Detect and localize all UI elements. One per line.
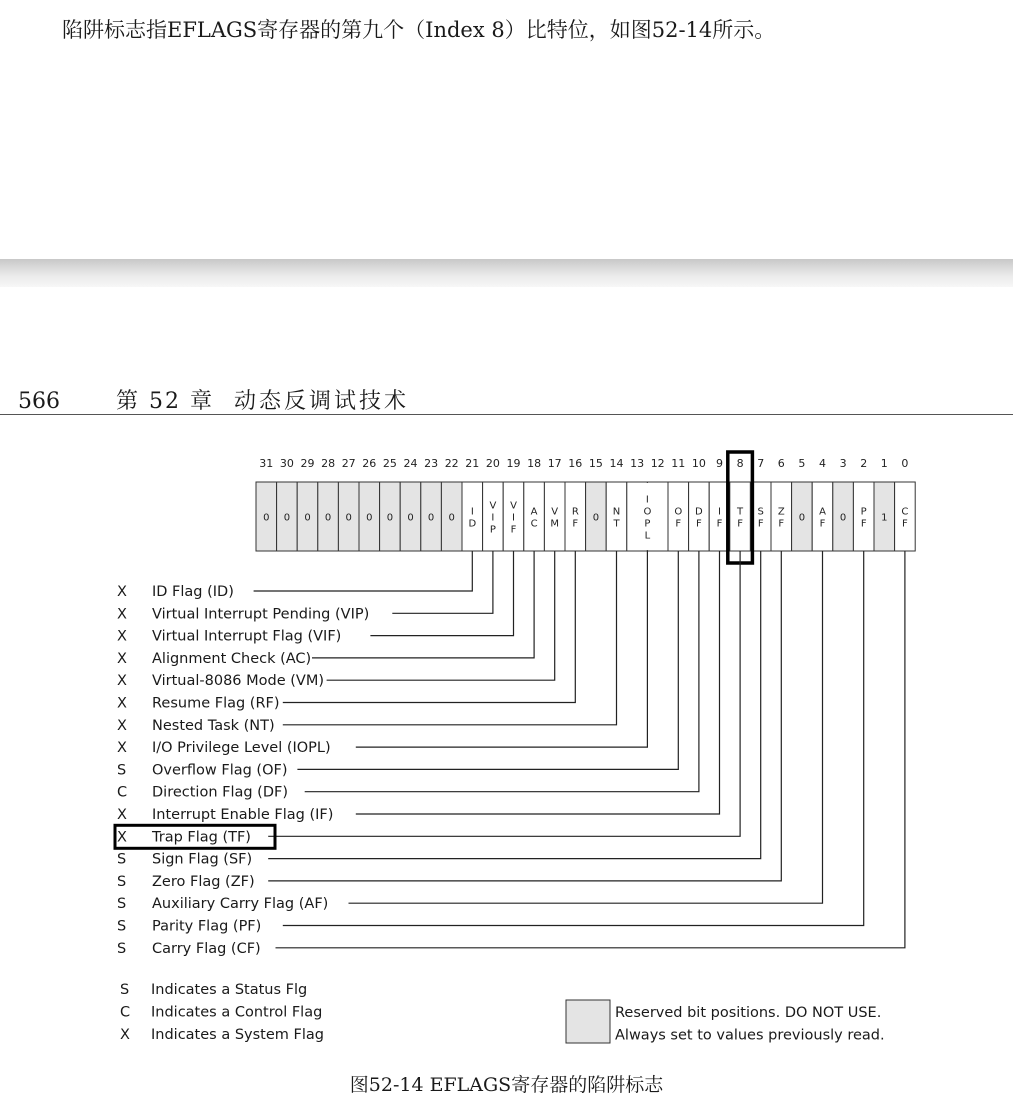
flag-type-X: X: [117, 673, 127, 690]
bit-cell-text-13: I: [645, 494, 649, 506]
bit-cell-text-11: F: [675, 518, 682, 530]
bit-cell-text-13: P: [644, 518, 651, 530]
bit-cell-text-3: 0: [839, 512, 847, 524]
flag-leader-line: [268, 551, 740, 836]
bit-cell-text-9: I: [718, 506, 721, 518]
bit-cell-text-8: T: [737, 506, 744, 518]
bit-number-18: 18: [527, 457, 542, 470]
bit-cell-text-10: F: [696, 518, 702, 530]
flag-type-X: X: [117, 628, 127, 645]
bit-number-25: 25: [382, 457, 397, 470]
bit-cell-text-8: F: [737, 518, 743, 530]
bit-cell-text-0: F: [902, 518, 908, 530]
bit-number-0: 0: [901, 457, 909, 470]
flag-leader-line: [370, 551, 513, 636]
bit-number-3: 3: [839, 457, 847, 470]
flag-leader-line: [276, 551, 905, 948]
bit-number-15: 15: [588, 457, 603, 470]
bit-cell-text-7: F: [757, 518, 764, 530]
bit-cell-text-17: M: [550, 518, 560, 530]
bit-cell-text-19: I: [512, 512, 515, 524]
bit-number-16: 16: [568, 457, 583, 470]
flag-label: Overflow Flag (OF): [152, 762, 288, 779]
bit-cell-text-19: F: [510, 524, 517, 536]
flag-label: Virtual-8086 Mode (VM): [152, 673, 324, 690]
bit-cell-text-11: O: [674, 506, 683, 518]
bit-cell-text-6: Z: [777, 506, 785, 518]
bit-number-7: 7: [757, 457, 765, 470]
flag-type-X: X: [117, 606, 127, 623]
bit-cell-text-4: A: [819, 506, 826, 518]
flag-type-S: S: [117, 762, 127, 779]
flag-leader-line: [297, 551, 678, 769]
intro-paragraph: 陷阱标志指EFLAGS寄存器的第九个（Index 8）比特位，如图52-14所示。: [62, 18, 776, 42]
bit-cell-text-28: 0: [324, 512, 332, 524]
legend-label: Indicates a Control Flag: [151, 1004, 323, 1021]
flag-label: Trap Flag (TF): [152, 829, 251, 846]
flag-type-X: X: [117, 740, 127, 757]
legend-type-C: C: [120, 1004, 131, 1021]
bit-cell-text-19: V: [510, 500, 517, 512]
bit-cell-text-5: 0: [798, 512, 806, 524]
bit-cell-text-2: P: [860, 506, 867, 518]
bit-cell-text-21: D: [468, 518, 477, 530]
bit-number-29: 29: [300, 457, 315, 470]
flag-leader-line: [254, 551, 473, 591]
figure-caption: 图52-14 EFLAGS寄存器的陷阱标志: [349, 1074, 664, 1096]
bit-cell-text-6: F: [778, 518, 785, 530]
flag-leader-line: [356, 551, 648, 747]
flag-leader-line: [392, 551, 493, 613]
bit-cell-text-1: 1: [881, 512, 888, 524]
bit-number-21: 21: [465, 457, 480, 470]
bit-number-26: 26: [362, 457, 377, 470]
bit-cell-text-26: 0: [366, 512, 373, 524]
bit-cell-text-10: D: [695, 506, 703, 518]
flag-type-X: X: [117, 829, 127, 846]
flag-label: Parity Flag (PF): [152, 918, 262, 935]
flag-type-S: S: [117, 851, 127, 868]
legend-type-S: S: [120, 982, 130, 998]
flag-type-X: X: [117, 584, 127, 600]
flag-label: Carry Flag (CF): [152, 940, 261, 957]
bit-cell-text-27: 0: [345, 512, 352, 524]
flag-label: Alignment Check (AC): [152, 650, 312, 667]
bit-number-28: 28: [321, 457, 336, 470]
flag-leader-line: [268, 551, 761, 859]
flag-type-S: S: [117, 896, 127, 913]
bit-cell-text-25: 0: [386, 512, 394, 524]
bit-number-12: 12: [650, 457, 665, 470]
bit-cell-text-7: S: [757, 506, 764, 518]
flag-type-S: S: [117, 918, 127, 935]
bit-number-30: 30: [279, 457, 294, 470]
bit-number-13: 13: [630, 457, 645, 470]
bit-cell-text-18: C: [530, 518, 538, 530]
bit-number-4: 4: [819, 457, 826, 470]
flag-leader-line: [312, 551, 534, 658]
bit-number-8: 8: [736, 457, 744, 470]
bit-number-11: 11: [671, 457, 686, 470]
flag-type-X: X: [117, 650, 127, 667]
flag-type-X: X: [117, 807, 127, 823]
flag-label: Virtual Interrupt Flag (VIF): [152, 628, 342, 645]
bit-number-6: 6: [777, 457, 785, 470]
flag-leader-line: [349, 551, 823, 903]
bit-cell-text-18: A: [530, 506, 538, 518]
bit-cell-text-2: F: [860, 518, 867, 530]
legend-label: Indicates a Status Flg: [151, 982, 308, 998]
bit-cell-text-16: F: [572, 518, 579, 530]
flag-label: Auxiliary Carry Flag (AF): [152, 896, 329, 913]
flag-leader-line: [283, 551, 864, 926]
flag-label: Sign Flag (SF): [152, 851, 253, 868]
bit-number-31: 31: [259, 457, 274, 470]
page-number: 566: [18, 389, 60, 414]
flag-leader-line: [305, 551, 699, 792]
legend-label: Indicates a System Flag: [151, 1027, 324, 1043]
bit-number-19: 19: [506, 457, 521, 470]
chapter-title: 动态反调试技术: [233, 389, 409, 414]
bit-number-22: 22: [444, 457, 459, 470]
flag-label: I/O Privilege Level (IOPL): [152, 740, 331, 757]
bit-cell-text-20: I: [491, 512, 495, 524]
bit-cell-text-29: 0: [304, 512, 311, 524]
bit-cell-text-24: 0: [407, 512, 414, 524]
flag-type-S: S: [117, 873, 127, 890]
bit-number-24: 24: [403, 457, 418, 470]
reserved-note-line: Always set to values previously read.: [615, 1027, 885, 1044]
bit-number-2: 2: [860, 457, 868, 470]
bit-cell-text-4: F: [819, 518, 826, 530]
bit-number-10: 10: [691, 457, 706, 470]
bit-number-5: 5: [798, 457, 806, 470]
bit-cell-text-9: F: [716, 518, 723, 530]
flag-type-X: X: [117, 717, 127, 734]
bit-number-27: 27: [341, 457, 356, 470]
bit-cell-text-20: V: [489, 500, 497, 512]
flag-label: Zero Flag (ZF): [152, 873, 255, 890]
flag-type-C: C: [117, 784, 128, 801]
bit-cell-text-13: O: [643, 506, 652, 518]
bit-cell-text-0: C: [901, 506, 909, 518]
chapter-number: 第 52 章: [116, 389, 214, 414]
flag-label: ID Flag (ID): [152, 584, 234, 600]
bit-cell-text-14: T: [613, 518, 620, 530]
bit-cell-text-22: 0: [448, 512, 455, 524]
flag-label: Resume Flag (RF): [152, 695, 280, 712]
bit-number-20: 20: [485, 457, 500, 470]
bit-number-23: 23: [424, 457, 439, 470]
bit-cell-text-15: 0: [592, 512, 600, 524]
bit-cell-text-16: R: [571, 506, 579, 518]
reserved-swatch: [566, 1000, 610, 1043]
flag-leader-line: [268, 551, 781, 881]
bit-cell-text-14: N: [612, 506, 621, 518]
legend-type-X: X: [120, 1027, 130, 1043]
flag-label: Direction Flag (DF): [152, 784, 289, 801]
bit-cell-text-30: 0: [283, 512, 291, 524]
flag-type-S: S: [117, 940, 127, 957]
reserved-note-line: Reserved bit positions. DO NOT USE.: [615, 1005, 882, 1021]
flag-label: Interrupt Enable Flag (IF): [152, 807, 334, 823]
bit-number-1: 1: [880, 457, 888, 470]
bit-number-9: 9: [716, 457, 723, 470]
bit-cell-text-21: I: [470, 506, 474, 518]
flag-type-X: X: [117, 695, 127, 712]
bit-cell-text-20: P: [489, 524, 496, 536]
flag-label: Nested Task (NT): [152, 717, 275, 734]
bit-number-14: 14: [609, 457, 624, 470]
bit-cell-text-17: V: [551, 506, 559, 518]
bit-cell-text-31: 0: [263, 512, 270, 524]
bit-number-17: 17: [547, 457, 562, 470]
bit-cell-text-13: L: [644, 530, 651, 542]
bit-cell-text-23: 0: [427, 512, 435, 524]
flag-label: Virtual Interrupt Pending (VIP): [152, 606, 370, 623]
